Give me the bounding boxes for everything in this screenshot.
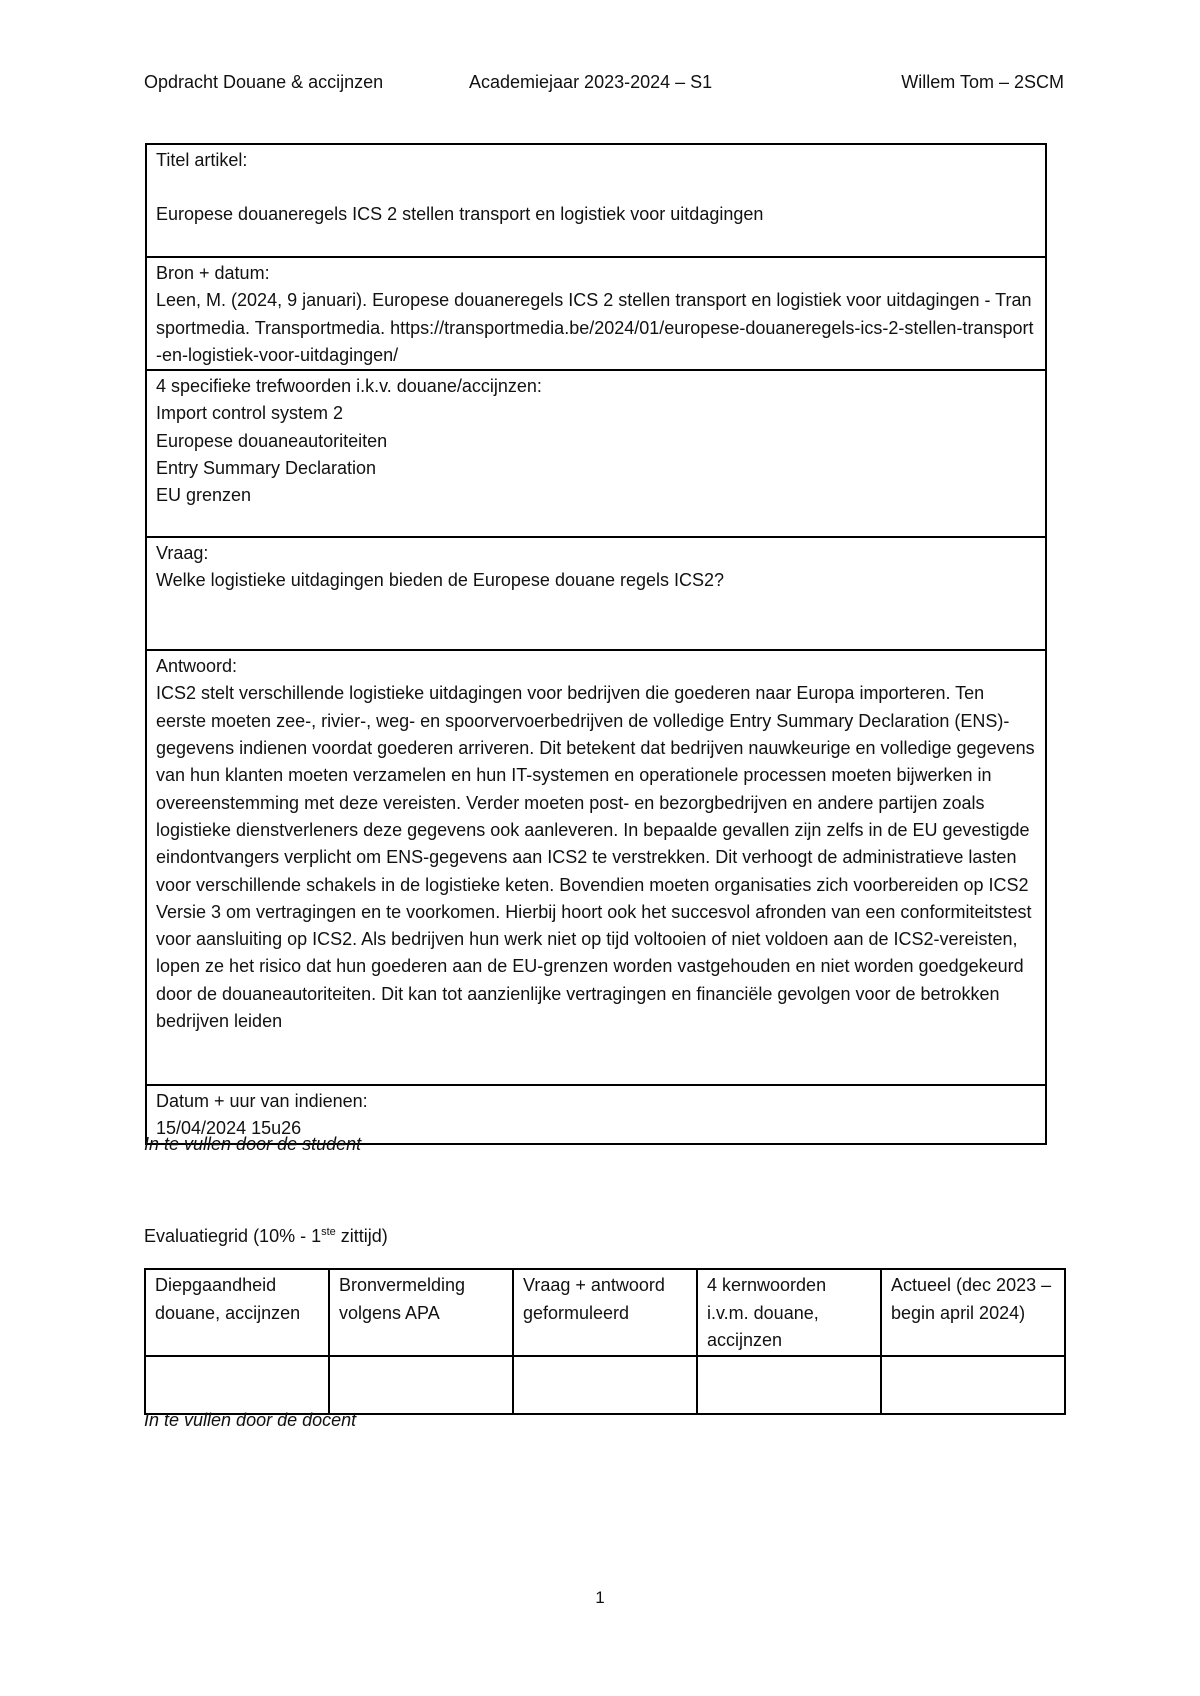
evaluation-score-cell	[697, 1356, 881, 1414]
article-title-cell	[146, 144, 1046, 257]
header-student-name: Willem Tom – 2SCM	[901, 72, 1064, 92]
article-title-row	[146, 144, 1046, 257]
evaluation-criterion: Bronvermelding volgens APA	[329, 1269, 513, 1356]
question-cell	[146, 537, 1046, 650]
source-citation: Leen, M. (2024, 9 januari). Europese douaneregels ICS 2 stellen transport en logistiek voor uitdagingen - Transportmedia. Transportmedia. https://transportmedia.be/2024/01/europese-douaneregels-ics-2-stellen-transport-en-logistiek-voor-uitdagingen/	[156, 290, 1034, 365]
assignment-form-table	[145, 143, 1047, 1145]
evaluation-criterion: 4 kernwoorden i.v.m. douane, accijnzen	[697, 1269, 881, 1356]
evaluation-score-cell	[881, 1356, 1065, 1414]
evaluation-header-row	[145, 1269, 1065, 1356]
evaluation-score-cell	[329, 1356, 513, 1414]
keywords-cell	[146, 370, 1046, 537]
evaluation-score-cell	[145, 1356, 329, 1414]
submission-label: Datum + uur van indienen:	[156, 1091, 368, 1112]
answer-row	[146, 650, 1046, 1085]
question-row	[146, 537, 1046, 650]
question-text: Welke logistieke uitdagingen bieden de Europese douane regels ICS2?	[156, 570, 725, 591]
evaluation-grid-title: Evaluatiegrid (10% - 1ste zittijd)	[144, 1226, 388, 1246]
article-title-label: Titel artikel:	[156, 150, 248, 170]
source-cell	[146, 257, 1046, 370]
page-number: 1	[595, 1588, 605, 1607]
header-course-title: Opdracht Douane & accijnzen	[144, 72, 384, 92]
keywords-row	[146, 370, 1046, 537]
evaluation-criterion: Vraag + antwoord geformuleerd	[513, 1269, 697, 1356]
keyword-item: Europese douaneautoriteiten	[156, 430, 388, 451]
keyword-item: Import control system 2	[156, 403, 344, 424]
answer-cell	[146, 650, 1046, 1085]
source-row	[146, 257, 1046, 370]
keyword-item: Entry Summary Declaration	[156, 458, 377, 479]
submission-datetime: 15/04/2024 15u26	[156, 1118, 302, 1139]
student-note: In te vullen door de student	[144, 1134, 362, 1154]
answer-text: ICS2 stelt verschillende logistieke uitdagingen voor bedrijven die goederen naar Europa importeren. Ten eerste moeten zee-, rivier-, weg- en spoorvervoerbedrijven de volledige Entry Summary Declaration (ENS)-gegevens indienen voordat goederen arriveren. Dit betekent dat bedrijven nauwkeurige en volledige gegevens van hun klanten moeten verzamelen en hun IT-systemen en operationele processen moeten bijwerken in overeenstemming met deze vereisten. Verder moeten post- en bezorgbedrijven en andere partijen zoals logistieke dienstverleners deze gegevens ook aanleveren. In bepaalde gevallen zijn zelfs in de EU gevestigde eindontvangers verplicht om ENS-gegevens aan ICS2 te verstrekken. Dit verhoogt de administratieve lasten voor verschillende schakels in de logistieke keten. Bovendien moeten organisaties zich voorbereiden op ICS2 Versie 3 om vertragingen en te voorkomen. Hierbij hoort ook het succesvol afronden van een conformiteitstest voor aansluiting op ICS2. Als bedrijven hun werk niet op tijd voltooien of niet voldoen aan de ICS2-vereisten, lopen ze het risico dat hun goederen aan de EU-grenzen worden vastgehouden en niet worden goedgekeurd door de douaneautoriteiten. Dit kan tot aanzienlijke vertragingen en financiële gevolgen voor de betrokken bedrijven leiden	[156, 683, 1035, 1032]
page-header	[144, 72, 1064, 98]
source-label: Bron + datum:	[156, 263, 270, 283]
keywords-label: 4 specifieke trefwoorden i.k.v. douane/accijnzen:	[156, 376, 542, 397]
header-academic-year: Academiejaar 2023-2024 – S1	[469, 72, 713, 92]
evaluation-criterion: Actueel (dec 2023 – begin april 2024)	[881, 1269, 1065, 1356]
answer-label: Antwoord:	[156, 656, 238, 677]
evaluation-grid-table	[144, 1268, 1066, 1415]
teacher-note: In te vullen door de docent	[144, 1410, 357, 1430]
question-label: Vraag:	[156, 543, 209, 564]
evaluation-score-row	[145, 1356, 1065, 1414]
evaluation-score-cell	[513, 1356, 697, 1414]
evaluation-criterion: Diepgaandheid douane, accijnzen	[145, 1269, 329, 1356]
keyword-item: EU grenzen	[156, 485, 252, 506]
article-title-value: Europese douaneregels ICS 2 stellen transport en logistiek voor uitdagingen	[156, 204, 764, 225]
